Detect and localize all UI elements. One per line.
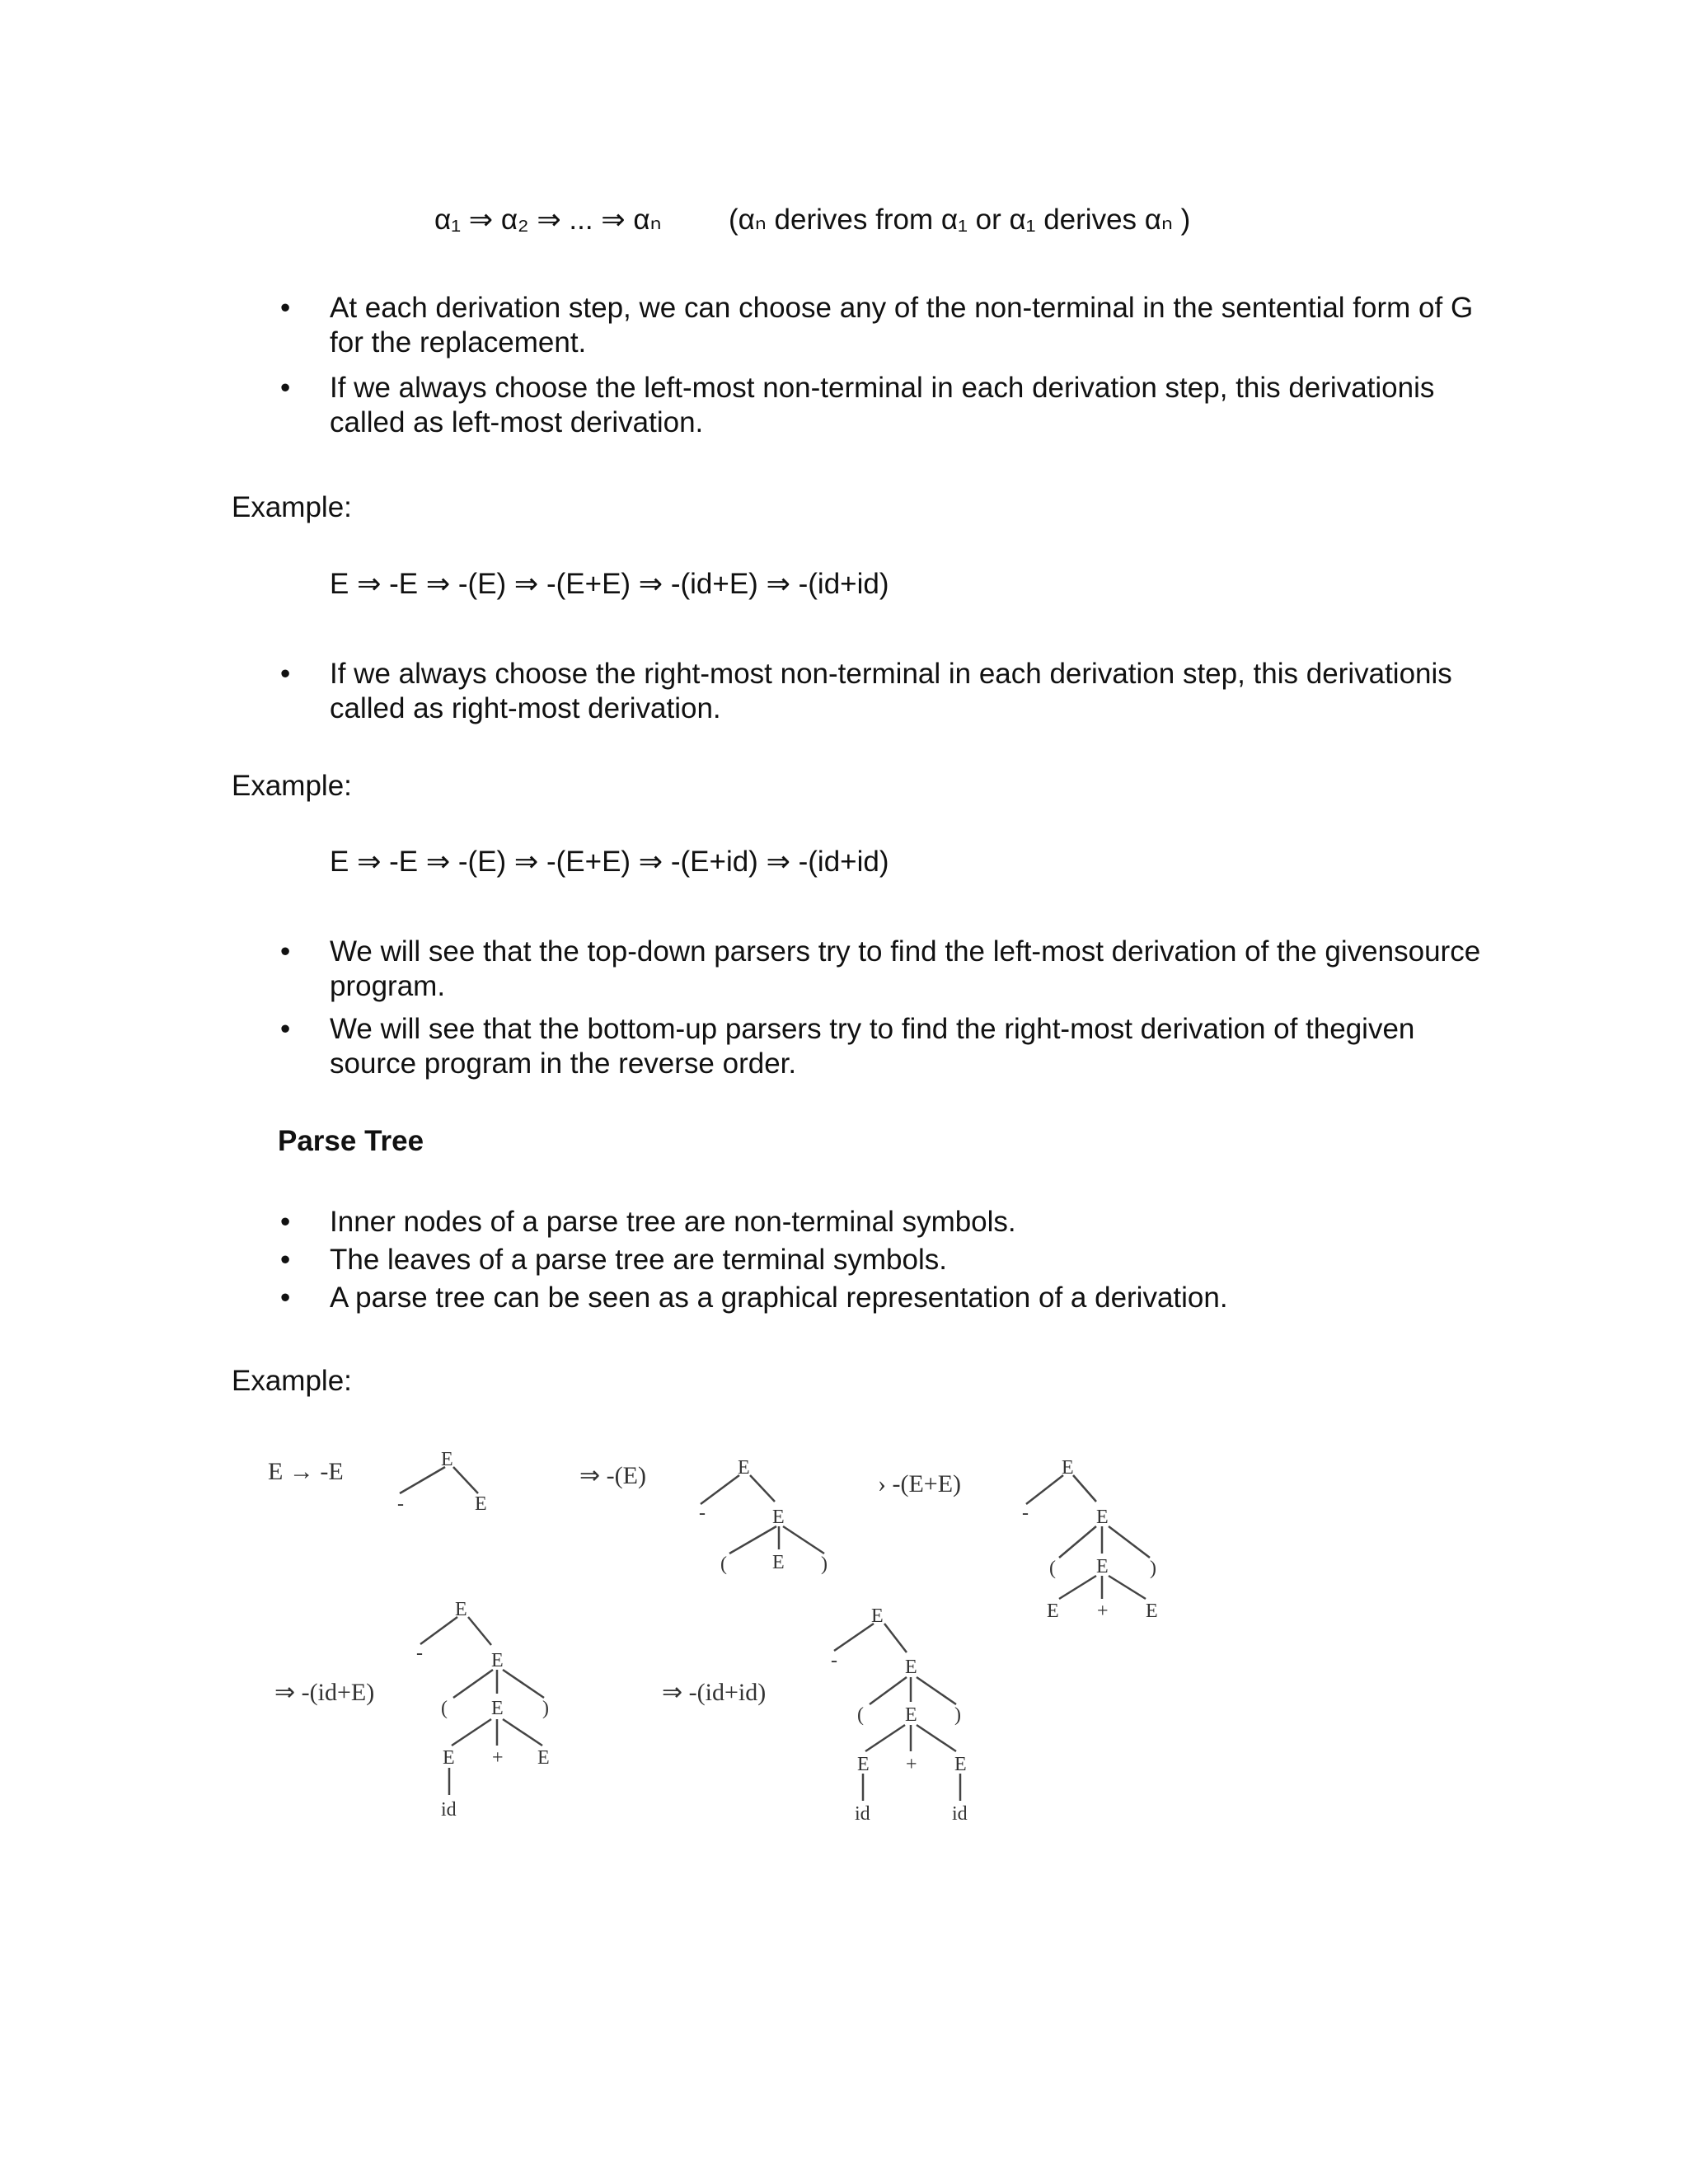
step-label: E → -E [268, 1458, 344, 1485]
tree-node: E [871, 1605, 884, 1627]
section-heading: Parse Tree [278, 1125, 424, 1157]
tree-node: - [416, 1643, 423, 1664]
tree-4 [416, 1599, 550, 1821]
bullet-text: We will see that the top-down parsers try to find the left-most derivation of the givensource program. [330, 935, 1481, 1002]
tree-node: + [492, 1747, 504, 1769]
bullet-dot: • [280, 1013, 291, 1045]
tree-node: - [1022, 1502, 1029, 1524]
tree-node: - [397, 1493, 404, 1515]
derivation-formula: α₁ ⇒ α₂ ⇒ ... ⇒ αₙ [434, 204, 662, 236]
tree-node: E [857, 1754, 870, 1775]
step-label: ⇒ -(id+E) [274, 1679, 375, 1706]
tree-1 [397, 1449, 487, 1515]
tree-5 [831, 1605, 968, 1825]
tree-node: ( [720, 1554, 727, 1575]
tree-node: E [905, 1657, 917, 1678]
example-label: Example: [232, 491, 352, 523]
tree-3 [1022, 1457, 1158, 1622]
tree-node: E [1062, 1457, 1074, 1479]
bullet-dot: • [280, 1206, 291, 1238]
tree-node: E [1096, 1556, 1109, 1577]
bullet-dot: • [280, 372, 291, 404]
tree-node: E [772, 1507, 785, 1528]
tree-node: id [441, 1799, 457, 1821]
bullet-dot: • [280, 1244, 291, 1276]
tree-node: E [441, 1449, 453, 1470]
tree-node: ) [954, 1704, 961, 1726]
tree-node: E [443, 1747, 455, 1769]
bullet-dot: • [280, 1282, 291, 1314]
step-label: ⇒ -(id+id) [662, 1679, 767, 1706]
step-label: ⇒ -(E) [579, 1462, 646, 1489]
tree-node: id [855, 1803, 870, 1825]
bullet-dot: • [280, 292, 291, 324]
derivation-note: (αₙ derives from α₁ or α₁ derives αₙ ) [729, 204, 1191, 236]
tree-node: E [491, 1698, 504, 1719]
tree-node: E [1146, 1601, 1158, 1622]
tree-node: ( [441, 1698, 448, 1719]
tree-node: E [772, 1552, 785, 1573]
step-label: › -(E+E) [878, 1470, 962, 1497]
bullet-text: The leaves of a parse tree are terminal symbols. [330, 1244, 947, 1276]
tree-node: E [1096, 1507, 1109, 1528]
tree-node: ( [857, 1704, 864, 1726]
tree-node: + [906, 1754, 917, 1775]
bullet-dot: • [280, 935, 291, 968]
bullet-text: Inner nodes of a parse tree are non-terminal symbols. [330, 1206, 1016, 1238]
rightmost-derivation-example: E ⇒ -E ⇒ -(E) ⇒ -(E+E) ⇒ -(E+id) ⇒ -(id+id) [330, 846, 889, 878]
example-label: Example: [232, 1365, 352, 1397]
tree-node: E [537, 1747, 550, 1769]
bullet-text: If we always choose the left-most non-terminal in each derivation step, this derivationis called as left-most derivation. [330, 372, 1435, 438]
tree-node: E [491, 1650, 504, 1671]
tree-node: E [738, 1457, 750, 1479]
tree-node: E [475, 1493, 487, 1515]
tree-node: - [699, 1502, 706, 1524]
tree-node: ) [1150, 1558, 1156, 1579]
tree-node: E [954, 1754, 967, 1775]
bullet-text: At each derivation step, we can choose any of the non-terminal in the sentential form of G for the replacement. [330, 292, 1474, 359]
tree-node: - [831, 1650, 837, 1671]
bullet-text: We will see that the bottom-up parsers try to find the right-most derivation of thegiven source program in the reverse order. [330, 1013, 1415, 1080]
example-label: Example: [232, 770, 352, 802]
tree-2 [699, 1457, 828, 1575]
bullet-dot: • [280, 658, 291, 690]
tree-node: ) [542, 1698, 549, 1719]
leftmost-derivation-example: E ⇒ -E ⇒ -(E) ⇒ -(E+E) ⇒ -(id+E) ⇒ -(id+id) [330, 568, 889, 600]
tree-node: E [1047, 1601, 1059, 1622]
tree-node: + [1097, 1601, 1109, 1622]
tree-node: ( [1049, 1558, 1056, 1579]
tree-node: E [455, 1599, 467, 1620]
tree-node: ) [821, 1554, 828, 1575]
bullet-text: If we always choose the right-most non-terminal in each derivation step, this derivationis called as right-most derivation. [330, 658, 1452, 724]
bullet-text: A parse tree can be seen as a graphical representation of a derivation. [330, 1282, 1228, 1314]
tree-node: E [905, 1704, 917, 1726]
tree-node: id [952, 1803, 968, 1825]
